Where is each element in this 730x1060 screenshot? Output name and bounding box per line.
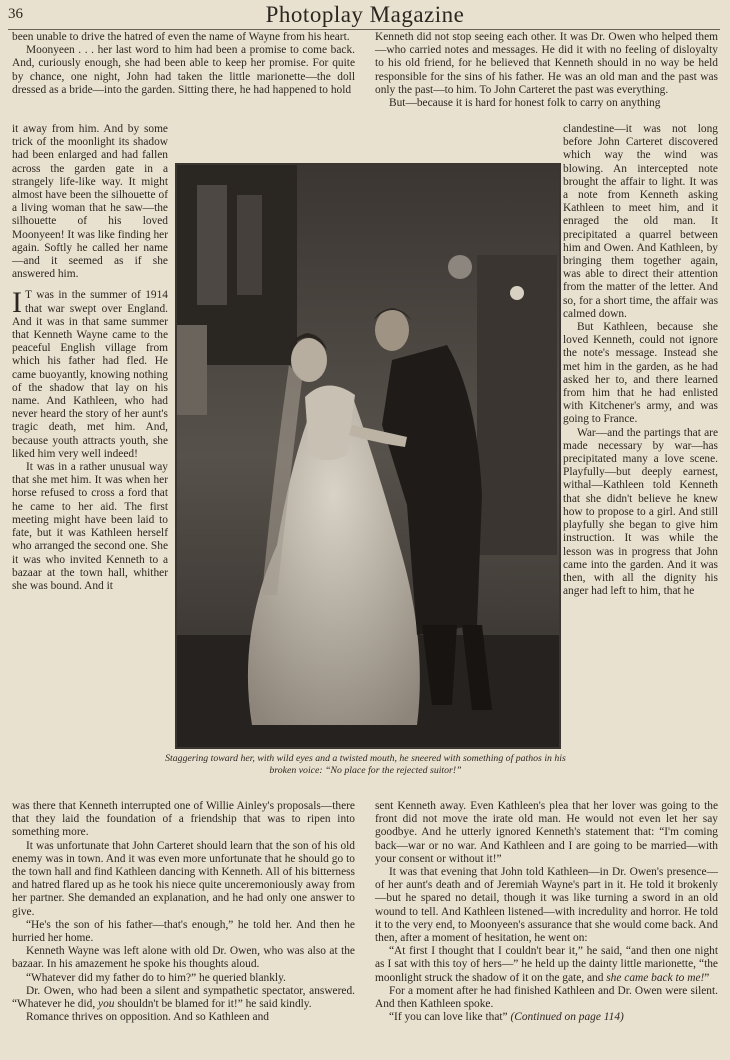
header-rule	[8, 29, 720, 30]
left-column-top	[12, 31, 355, 97]
paragraph: been unable to drive the hatred of even the name of Wayne from his heart.	[12, 31, 350, 43]
photo-illustration	[177, 165, 559, 747]
paragraph: Romance thrives on opposition. And so Kathleen and	[26, 1011, 269, 1024]
right-column-bottom	[375, 800, 718, 1024]
paragraph: I T was in the summer of 1914 that war swept over England. And it was in that same summer that Kenneth Wayne came to the peaceful English village from which his father had fled. He came buoyantly, knowing nothing of the shadow that lay on his name. And Kathleen, who had never heard the story of her aunt's tragic death, met him. And, because youth attracts youth, she liked him very well indeed!	[12, 286, 168, 460]
photo-caption: Staggering toward her, with wild eyes and a twisted mouth, he sneered with something of pathos in his broken voice: “No place for the rejected suitor!”	[165, 753, 566, 776]
paragraph: “Whatever did my father do to him?” he queried blankly.	[26, 971, 286, 984]
paragraph: “He's the son of his father—that's enough,” he told her. And then he hurried her home.	[12, 918, 355, 945]
left-column-bottom	[12, 800, 355, 1024]
paragraph: It was that evening that John told Kathleen—in Dr. Owen's presence—of her aunt's death and of Jeremiah Wayne's part in it. He told it brokenly—but he spared no detail, though it was like turning a sword in an old wound to tell. And Kathleen listened—with incredulity and horror. He told it to the very end, to Moonyeen's assurance that she would come back. And then, after a moment of hesitation, he went on:	[375, 866, 718, 945]
paragraph: It was in a rather unusual way that she met him. It was when her horse refused to cross a ford that he came to her aid. The first meeting might have been laid to fate, but it was Kathleen herself who arranged the second one. She it was who invited Kenneth to a bazaar at the town hall, whither she was bound. And it	[12, 461, 168, 592]
paragraph: But Kathleen, because she loved Kenneth, could not ignore the note's message. Instead she met him in the garden, as he had asked her to, and there learned from him that he had enlisted with Kitchener's army, and was going to France.	[563, 321, 718, 426]
paragraph: clandestine—it was not long before John Carteret discovered which way the wind was blowing. An intercepted note brought the affair to light. It was a note from Kenneth asking Kathleen to meet him, and it enraged the old man. It precipitated a quarrel between him and Owen. And Kathleen, by bringing them together again, was able to direct their attention from the matter of the letter. And so, for a short time, the affair was calmed down.	[563, 123, 718, 320]
paragraph: “If you can love like that” (Continued on page 114)	[389, 1011, 624, 1024]
right-column-top	[375, 31, 718, 110]
drop-cap: I	[12, 286, 22, 320]
right-column-narrow	[563, 123, 718, 598]
paragraph: Moonyeen . . . her last word to him had been a promise to come back. And, curiously enough, she had been able to keep her promise. For quite by chance, one night, John had taken the little marionette—the doll dressed as a bride—into the garden. Sitting there, he had happened to hold	[12, 44, 355, 96]
paragraph: Kenneth Wayne was left alone with old Dr. Owen, who was also at the bazaar. In his amazement he spoke his thoughts aloud.	[12, 945, 355, 971]
paragraph: But—because it is hard for honest folk to carry on anything	[389, 97, 661, 110]
photo-still	[175, 163, 561, 749]
paragraph: It was unfortunate that John Carteret should learn that the son of his old enemy was in town. And it was even more unfortunate that he should go to the town hall and find Kathleen dancing with Kenneth. All of his bitterness and hatred flared up as he took his niece quite unceremoniously away from her partner. She demanded an explanation, and he had only one answer to give.	[12, 839, 355, 918]
paragraph: “At first I thought that I couldn't bear it,” he said, “and then one night as I sat with this toy of hers—” he held up the dainty little marionette, “the moonlight struck the shadow of it on the gate, and she came back to me!”	[375, 945, 718, 984]
continued-note: (Continued on page 114)	[510, 1011, 624, 1024]
paragraph: it away from him. And by some trick of the moonlight its shadow had been enlarged and had fallen across the garden gate in a strangely life-like way. It might almost have been the silhouette of a living woman that he saw—the silhouette of his loved Moonyeen! It was like finding her again. Softly he called her name—and it seemed as if she answered him.	[12, 123, 168, 281]
paragraph: Dr. Owen, who had been a silent and sympathetic spectator, answered. “Whatever he did, you shouldn't be blamed for it!” he said kindly.	[12, 984, 355, 1011]
page-number: 36	[8, 6, 23, 22]
paragraph: For a moment after he had finished Kathleen and Dr. Owen were silent. And then Kathleen spoke.	[375, 984, 718, 1011]
paragraph: was there that Kenneth interrupted one of Willie Ainley's proposals—there that they laid the foundation of a friendship that was to ripen into something more.	[12, 800, 355, 839]
paragraph: War—and the partings that are made necessary by war—has precipitated many a love scene. Playfully—but deeply earnest, withal—Kathleen told Kenneth that she didn't believe he knew how to propose to a girl. And still playfully she began to give him instruction. It was while the lesson was in progress that John came into the garden. And it was then, with all the dignity his anger had left to him, that he	[563, 426, 718, 598]
paragraph: sent Kenneth away. Even Kathleen's plea that her lover was going to the front did not move the irate old man. He would not even let her say goodbye. And he utterly ignored Kenneth's statement that: “I'm coming back—war or no war. And Kathleen and I are going to be married—with your consent or without it!”	[375, 800, 718, 865]
magazine-title: Photoplay Magazine	[265, 2, 465, 27]
paragraph: Kenneth did not stop seeing each other. It was Dr. Owen who helped them—who carried notes and messages. He did it with no feeling of disloyalty to his old friend, for he believed that Kenneth should in no way be held responsible for the sins of his father. He was an old man and the past was only the past—to him. To John Carteret the past was everything.	[375, 31, 718, 96]
left-column-narrow	[12, 123, 168, 593]
